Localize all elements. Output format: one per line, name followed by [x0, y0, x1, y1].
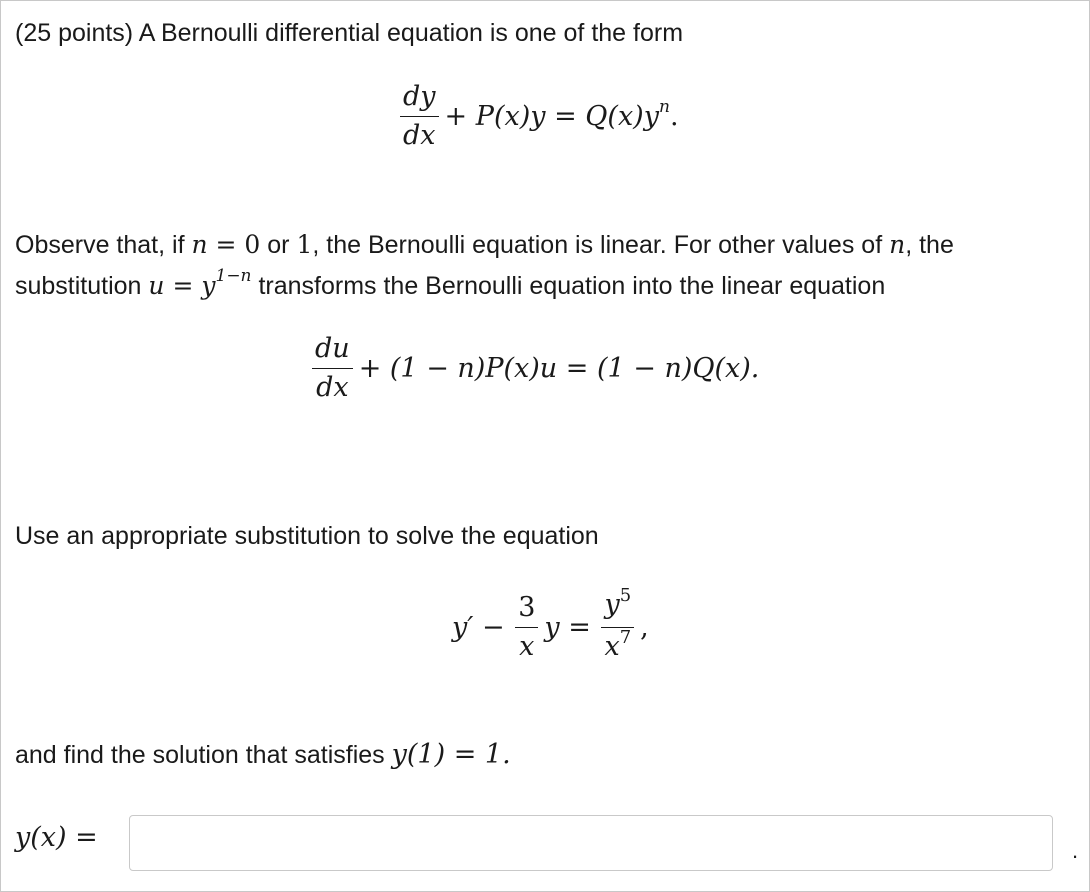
var-u: u [148, 271, 165, 300]
fraction-numerator: dy [400, 78, 439, 117]
intro-sentence: A Bernoulli differential equation is one of the form [138, 19, 684, 47]
dy-dx-fraction [400, 78, 439, 155]
denominator-x7 [601, 628, 634, 669]
numerator-y5 [601, 586, 634, 628]
y5-over-x7-fraction [601, 586, 634, 669]
fraction-denominator: dx [403, 120, 436, 151]
equation-mid: y = [544, 612, 591, 643]
equation-lhs: y′ − [452, 612, 505, 643]
fraction-denominator-dx: dx [316, 372, 349, 403]
intro-text [15, 13, 683, 54]
var-y: y [201, 271, 216, 300]
du-dx-fraction [312, 330, 353, 407]
instruction-text: Use an appropriate substitution to solve the equation [15, 522, 599, 550]
denominator-x-var: x [604, 631, 620, 662]
observe-text-a: Observe that, if [15, 231, 192, 259]
p-args: (x)y = [493, 101, 586, 132]
var-n: n [191, 230, 208, 259]
answer-label [15, 822, 98, 853]
find-text [15, 734, 511, 776]
denominator-x: x [519, 631, 535, 662]
exponent-7: 7 [619, 627, 632, 648]
answer-input[interactable] [129, 815, 1053, 871]
observe-text-f: transforms the Bernoulli equation into the linear equation [251, 272, 886, 300]
p-term: P [475, 101, 494, 132]
observe-text-b: or [260, 231, 297, 259]
value-zero: 0 [244, 230, 261, 259]
value-one: 1 [296, 230, 313, 259]
initial-condition: y(1) = 1. [391, 739, 511, 770]
numerator-three: 3 [515, 589, 538, 628]
three-over-x-fraction [515, 589, 538, 666]
fraction-numerator-du: du [312, 330, 353, 369]
q-term: Q [585, 101, 608, 132]
numerator-y: y [604, 589, 620, 620]
exponent-1-minus-n: 1−n [215, 266, 252, 286]
q-args: (x)y [607, 101, 659, 132]
observe-line-2 [15, 265, 885, 310]
trailing-period: . [1072, 838, 1079, 863]
equation-comma: , [640, 612, 649, 643]
equals-sign: = [207, 230, 245, 259]
exponent-n: n [658, 97, 670, 117]
observe-text-d: , the [905, 231, 954, 259]
plus-sign: + [444, 101, 476, 132]
observe-text-c: , the Bernoulli equation is linear. For other values of [312, 231, 890, 259]
points-label: (25 points) [15, 19, 134, 47]
var-n-2: n [889, 230, 906, 259]
exponent-5: 5 [619, 585, 632, 606]
equation-rhs [444, 97, 679, 132]
observe-text-e: substitution [15, 272, 149, 300]
find-sentence: and find the solution that satisfies [15, 741, 392, 769]
equals-sign-2: = [164, 271, 202, 300]
answer-label-text: y(x) = [15, 822, 98, 853]
period: . [669, 101, 679, 132]
bernoulli-equation [398, 78, 679, 155]
observe-line-1 [15, 224, 954, 266]
linear-equation [310, 330, 759, 407]
linear-equation-rhs: + (1 − n)P(x)u = (1 − n)Q(x). [358, 353, 760, 384]
target-equation [452, 586, 649, 669]
